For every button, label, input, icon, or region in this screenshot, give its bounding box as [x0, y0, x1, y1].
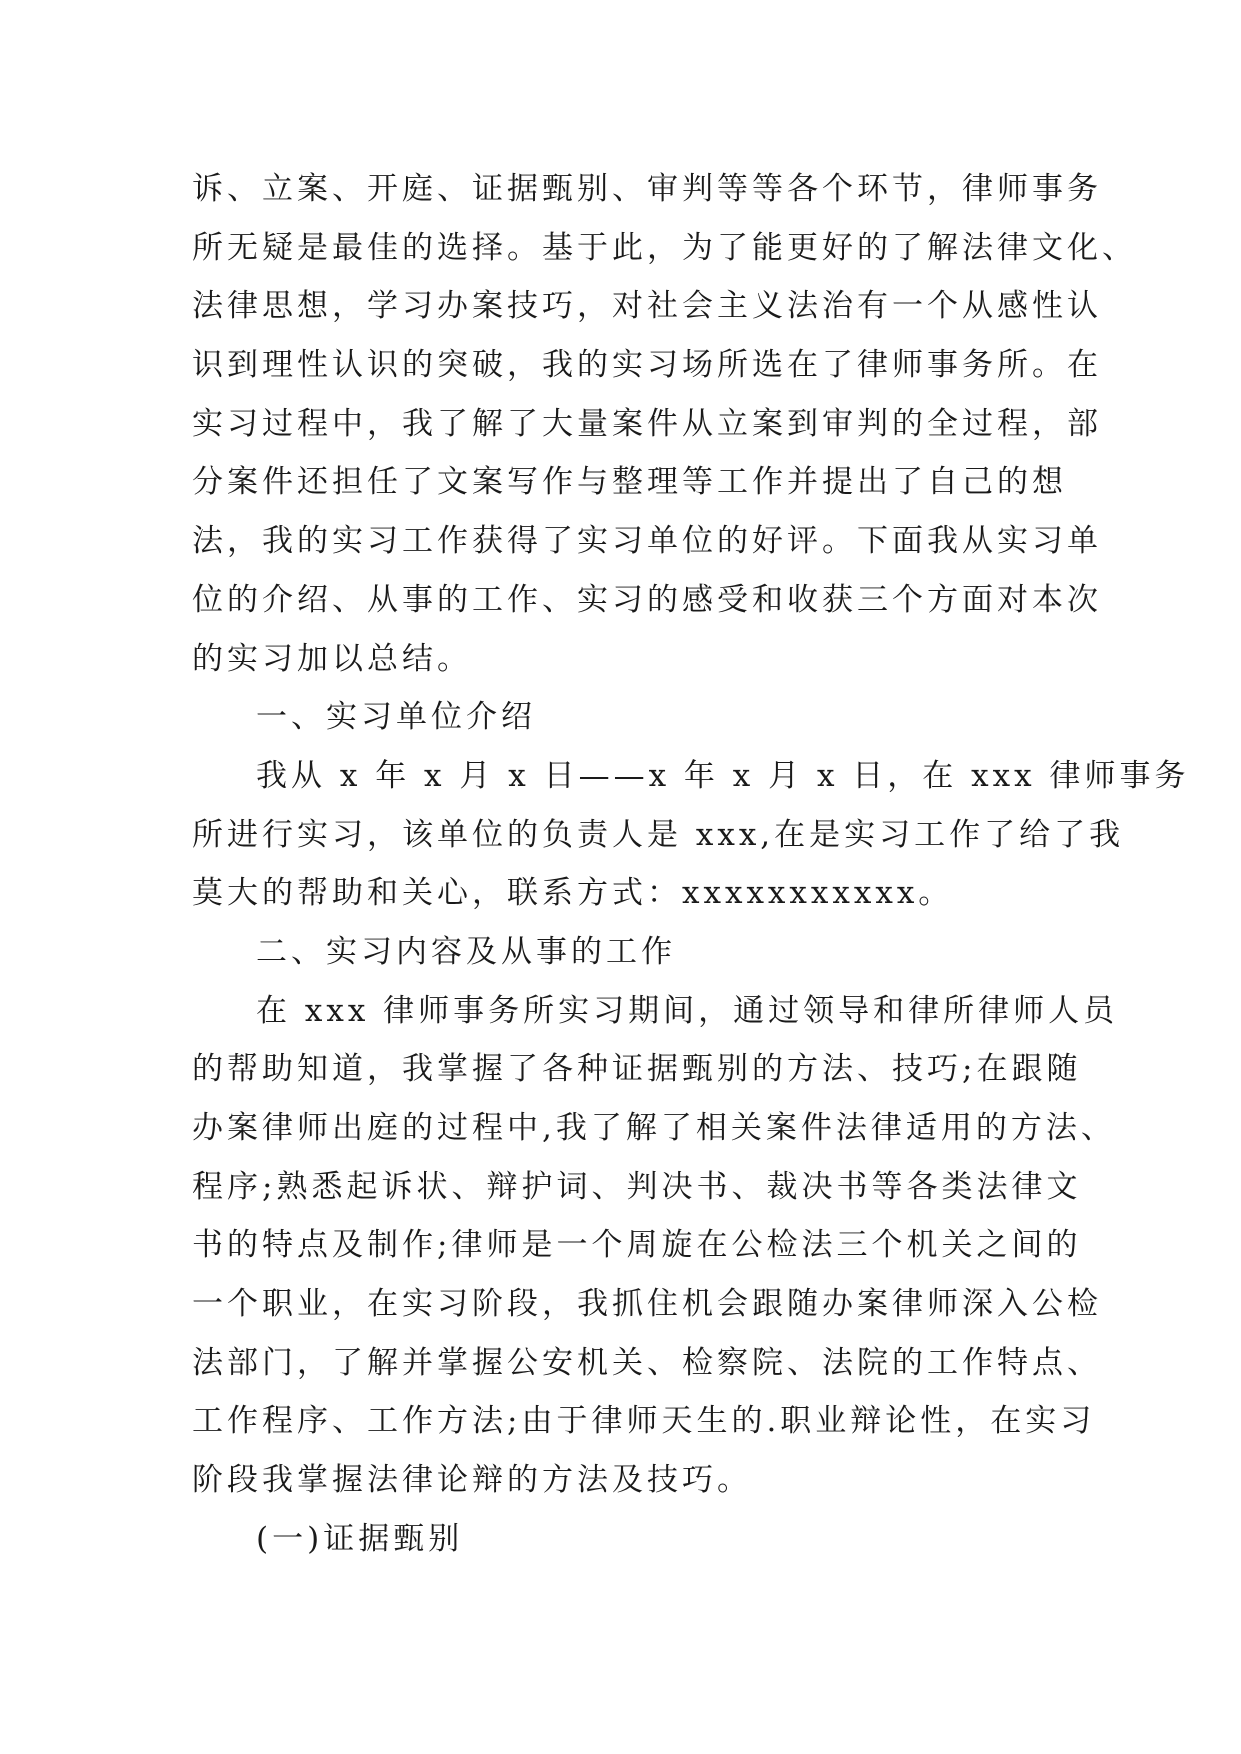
text-line: 阶段我掌握法律论辩的方法及技巧。 — [192, 1462, 752, 1499]
section-heading: 一、实习单位介绍 — [256, 699, 536, 736]
text-line: 莫大的帮助和关心，联系方式：xxxxxxxxxxx。 — [192, 875, 954, 912]
text-line: 程序;熟悉起诉状、辩护词、判决书、裁决书等各类法律文 — [192, 1168, 1082, 1205]
subsection-heading: (一)证据甄别 — [256, 1520, 464, 1557]
text-line: 法律思想，学习办案技巧，对社会主义法治有一个从感性认 — [192, 288, 1102, 325]
text-line: 的帮助知道，我掌握了各种证据甄别的方法、技巧;在跟随 — [192, 1051, 1082, 1088]
paragraph-start-line: 我从 x 年 x 月 x 日——x 年 x 月 x 日，在 xxx 律师事务 — [256, 757, 1190, 794]
text-line: 识到理性认识的突破，我的实习场所选在了律师事务所。在 — [192, 347, 1102, 384]
text-line: 分案件还担任了文案写作与整理等工作并提出了自己的想 — [192, 464, 1067, 501]
section-heading: 二、实习内容及从事的工作 — [256, 933, 676, 970]
text-line: 所无疑是最佳的选择。基于此，为了能更好的了解法律文化、 — [192, 229, 1137, 266]
text-line: 工作程序、工作方法;由于律师天生的.职业辩论性，在实习 — [192, 1403, 1096, 1440]
text-line: 所进行实习，该单位的负责人是 xxx,在是实习工作了给了我 — [192, 816, 1125, 853]
paragraph-start-line: 在 xxx 律师事务所实习期间，通过领导和律所律师人员 — [256, 992, 1119, 1029]
text-line: 一个职业，在实习阶段，我抓住机会跟随办案律师深入公检 — [192, 1286, 1102, 1323]
text-line: 的实习加以总结。 — [192, 640, 472, 677]
text-line: 诉、立案、开庭、证据甄别、审判等等各个环节，律师事务 — [192, 171, 1102, 207]
text-line: 法，我的实习工作获得了实习单位的好评。下面我从实习单 — [192, 523, 1102, 560]
text-line: 法部门，了解并掌握公安机关、检察院、法院的工作特点、 — [192, 1344, 1102, 1381]
text-line: 书的特点及制作;律师是一个周旋在公检法三个机关之间的 — [192, 1227, 1082, 1264]
document-body — [192, 160, 1190, 1569]
text-line: 办案律师出庭的过程中,我了解了相关案件法律适用的方法、 — [192, 1110, 1116, 1146]
text-line: 位的介绍、从事的工作、实习的感受和收获三个方面对本次 — [192, 581, 1102, 618]
text-line: 实习过程中，我了解了大量案件从立案到审判的全过程，部 — [192, 405, 1102, 442]
